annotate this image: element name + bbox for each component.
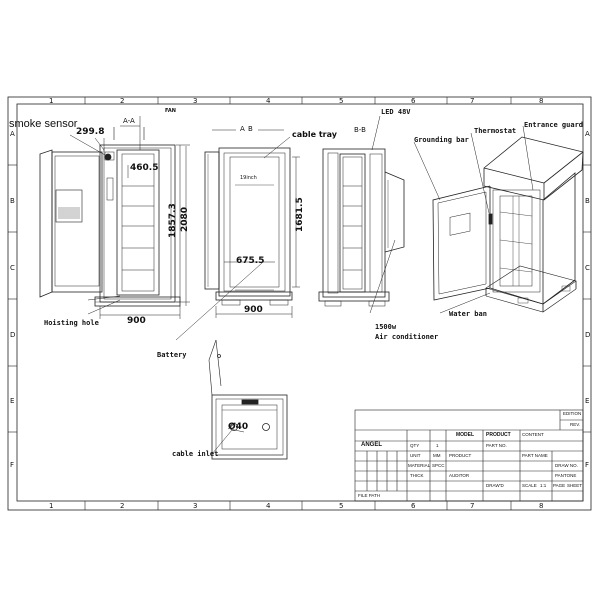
border-bottom-5: 5 — [339, 502, 344, 510]
border-left-d: D — [10, 331, 16, 339]
section-bb-label: B-B — [354, 126, 366, 134]
border-top-1: 1 — [49, 97, 54, 105]
border-top-3: 3 — [193, 97, 198, 105]
tb-scale: SCALE — [522, 483, 537, 488]
dim-299: 299.8 — [76, 127, 105, 137]
border-top-6: 6 — [411, 97, 416, 105]
tb-qty: QTY — [410, 443, 420, 448]
dim-460: 460.5 — [130, 163, 159, 173]
border-top-5: 5 — [339, 97, 344, 105]
dim-1857: 1857.3 — [168, 203, 178, 238]
side-section-view — [40, 145, 180, 306]
water-ban-label: Water ban — [449, 310, 487, 318]
border-left-a: A — [10, 130, 15, 138]
border-bottom-7: 7 — [470, 502, 475, 510]
dim-675: 675.5 — [236, 256, 265, 266]
section-a-label: A — [240, 125, 245, 133]
tb-unit: UNIT — [410, 453, 421, 458]
section-bb-view — [319, 149, 404, 306]
border-right-e: E — [585, 397, 590, 405]
border-right-f: F — [585, 461, 590, 469]
section-b-label: B — [248, 125, 253, 133]
cable-tray-label: cable tray — [292, 130, 337, 139]
ac-power-label: 1500w — [375, 323, 397, 331]
dim-2080: 2080 — [180, 206, 190, 232]
border-bottom-2: 2 — [120, 502, 125, 510]
cable-inlet-label: cable inlet — [172, 450, 219, 458]
front-view — [205, 148, 292, 305]
tb-part-name: PART NAME — [522, 453, 548, 458]
border-top-4: 4 — [266, 97, 271, 105]
tb-qty-val: 1 — [436, 443, 439, 448]
smoke-sensor-label: smoke sensor — [9, 118, 78, 130]
border-bottom-8: 8 — [539, 502, 544, 510]
border-right-c: C — [585, 264, 590, 272]
border-right-a: A — [585, 130, 590, 138]
tb-rev: REV. — [570, 422, 581, 427]
hoisting-hole-label: Hoisting hole — [44, 319, 99, 327]
isometric-view — [433, 137, 583, 312]
border-top-2: 2 — [120, 97, 125, 105]
tb-part-no: PART NO. — [486, 443, 507, 448]
tb-model: MODEL — [456, 432, 475, 438]
tb-audit: AUDITOR — [449, 473, 470, 478]
tb-sheet: SHEET — [567, 483, 583, 488]
tb-product-lower: PRODUCT — [449, 453, 472, 458]
tb-product: PRODUCT — [486, 432, 511, 438]
tb-edition: EDITION — [563, 411, 582, 416]
tb-material-val: SPCC — [432, 463, 445, 468]
bottom-inlet-view — [209, 340, 287, 459]
tb-scale-val: 1:1 — [540, 483, 547, 488]
border-left-e: E — [10, 397, 15, 405]
dim-1681: 1681.5 — [295, 197, 305, 232]
tb-file-path: FILE PATH — [358, 493, 381, 498]
border-bottom-3: 3 — [193, 502, 198, 510]
led-label: LED 48V — [381, 108, 411, 116]
dim-900-side: 900 — [127, 316, 146, 326]
tb-material: MATERIAL — [408, 463, 431, 468]
dim-40: Ø40 — [228, 422, 249, 432]
grounding-bar-label: Grounding bar — [414, 136, 469, 144]
ac-label: Air conditioner — [375, 333, 439, 341]
inch-label: 19inch — [240, 175, 257, 181]
tb-logo: ANGEL — [361, 442, 382, 448]
tb-page: PAGE — [553, 483, 566, 488]
fan-label: FAN — [165, 108, 176, 114]
tb-content: CONTENT — [522, 432, 544, 437]
border-top-8: 8 — [539, 97, 544, 105]
tb-thick: THICK — [410, 473, 424, 478]
border-top-7: 7 — [470, 97, 475, 105]
border-bottom-6: 6 — [411, 502, 416, 510]
battery-label: Battery — [157, 351, 187, 359]
tb-part-val: PANTONE — [555, 473, 577, 478]
border-right-b: B — [585, 197, 590, 205]
tb-draw-no: DRAW NO. — [555, 463, 578, 468]
section-aa-label: A-A — [123, 117, 135, 125]
border-bottom-4: 4 — [266, 502, 271, 510]
section-markers — [114, 127, 284, 140]
tb-draw: DRAW'D — [486, 483, 504, 488]
border-left-f: F — [10, 461, 15, 469]
border-bottom-1: 1 — [49, 502, 54, 510]
thermostat-label: Thermostat — [474, 127, 517, 135]
tb-unit-val: MM — [433, 453, 441, 458]
dim-900-front: 900 — [244, 305, 263, 315]
entrance-guard-label: Entrance guard — [524, 121, 584, 129]
border-right-d: D — [585, 331, 591, 339]
border-left-b: B — [10, 197, 15, 205]
border-left-c: C — [10, 264, 15, 272]
